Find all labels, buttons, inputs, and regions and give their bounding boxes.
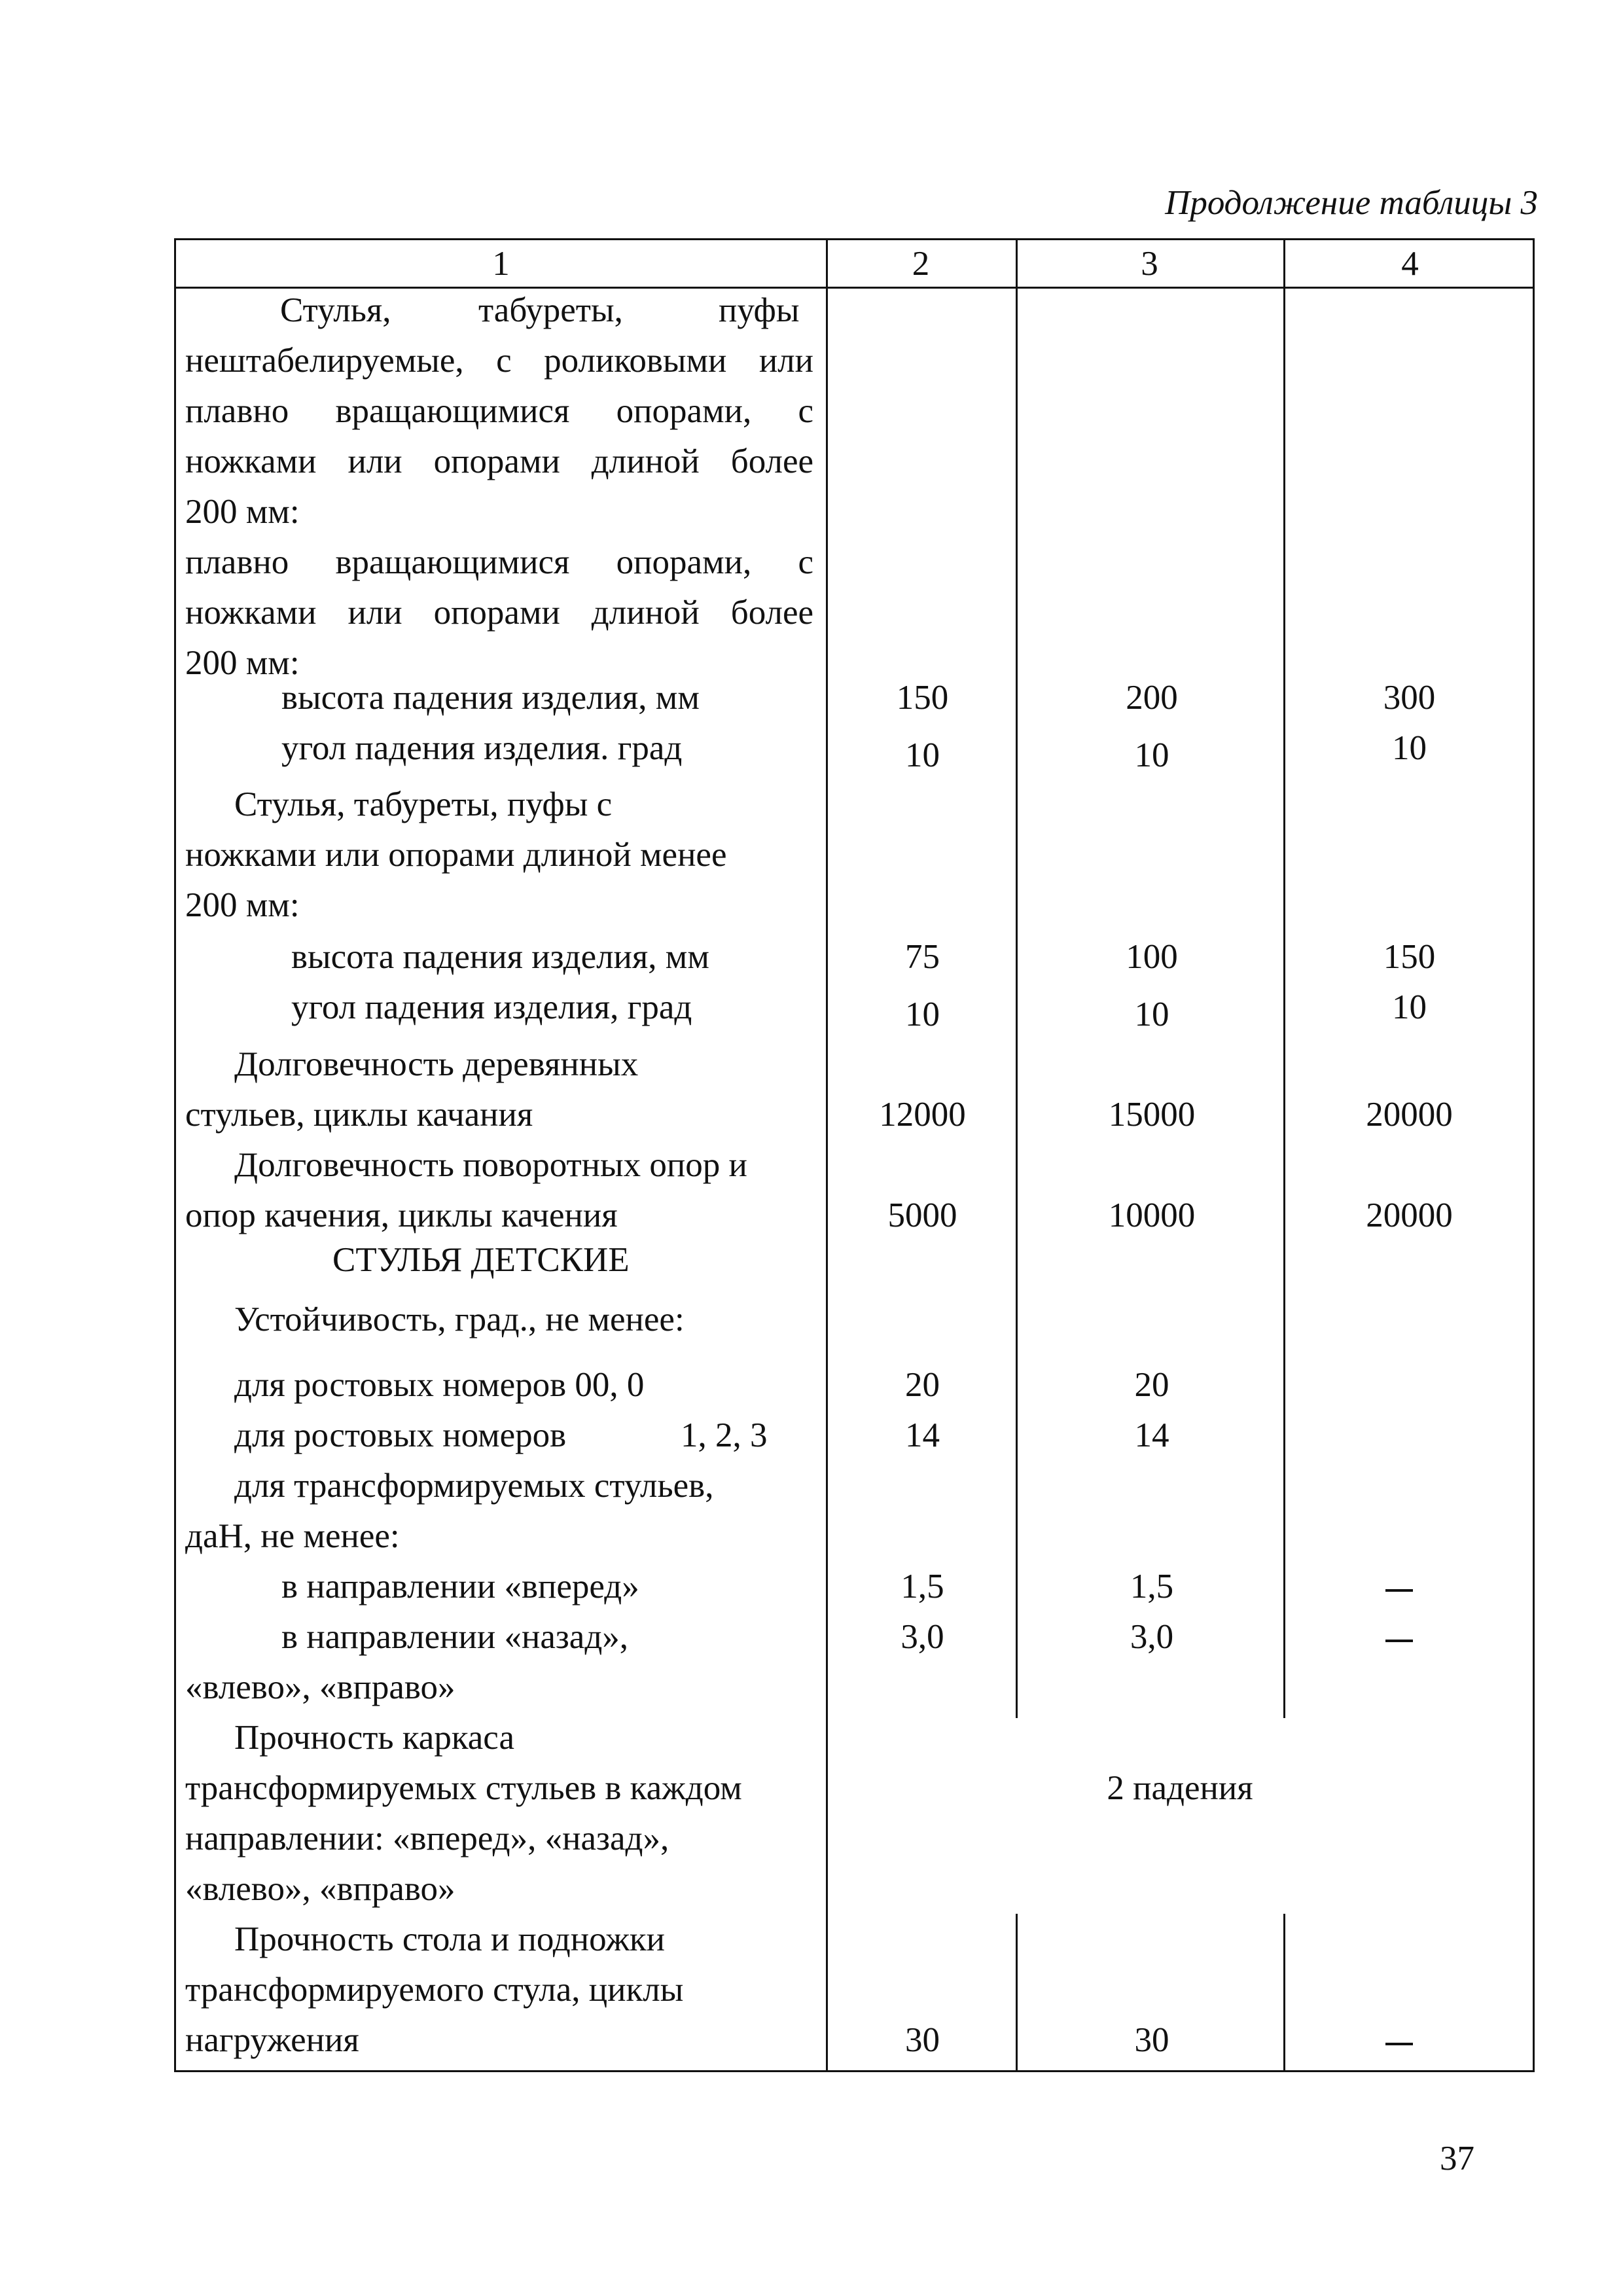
stability-transform-line-2: даН, не менее:	[185, 1517, 400, 1555]
page-number: 37	[1440, 2140, 1474, 2178]
block2-height-col3: 100	[1126, 938, 1178, 976]
frame-strength-value: 2 падения	[1107, 1769, 1253, 1807]
table-strength-line-2: трансформируемого стула, циклы	[185, 1971, 684, 2009]
durability-swivel-line-1: Долговечность поворотных опор и	[234, 1146, 747, 1184]
block2-height-col2: 75	[905, 938, 940, 976]
block1-line-3: плавно вращающимися опорами, с	[185, 392, 813, 430]
stability-back-col4-dash	[1385, 1640, 1413, 1642]
block2-line-1: Стулья, табуреты, пуфы с	[234, 785, 613, 823]
block1-line-8: 200 мм:	[185, 644, 300, 682]
stability-row1-col2: 20	[905, 1366, 940, 1404]
stability-forward-col2: 1,5	[901, 1568, 944, 1605]
block1-word-2: табуреты,	[478, 291, 623, 329]
header-divider	[176, 287, 1533, 289]
durability-wood-line-2: стульев, циклы качания	[185, 1096, 533, 1134]
durability-wood-col2: 12000	[879, 1096, 966, 1134]
block1-angle-col3: 10	[1134, 736, 1169, 774]
header-col-3: 3	[1141, 245, 1158, 283]
table-caption: Продолжение таблицы 3	[1165, 184, 1538, 222]
durability-wood-col3: 15000	[1108, 1096, 1196, 1134]
block1-height-col4: 300	[1383, 679, 1436, 717]
block1-word-1: Стулья,	[280, 291, 391, 329]
stability-back-col3: 3,0	[1130, 1618, 1174, 1656]
stability-forward-col4-dash	[1385, 1589, 1413, 1592]
block2-height-col4: 150	[1383, 938, 1436, 976]
stability-back-line-1: в направлении «назад»,	[281, 1618, 629, 1656]
stability-row1-label: для ростовых номеров 00, 0	[234, 1366, 645, 1404]
durability-swivel-col2: 5000	[887, 1196, 957, 1234]
block1-word-3: пуфы	[719, 291, 800, 329]
stability-transform-line-1: для трансформируемых стульев,	[234, 1467, 714, 1505]
stability-row2-col2: 14	[905, 1416, 940, 1454]
block1-height-label: высота падения изделия, мм	[281, 679, 700, 717]
frame-strength-line-4: «влево», «вправо»	[185, 1870, 455, 1908]
block1-height-col2: 150	[896, 679, 949, 717]
stability-title: Устойчивость, град., не менее:	[234, 1300, 685, 1338]
stability-back-col2: 3,0	[901, 1618, 944, 1656]
frame-strength-line-2: трансформируемых стульев в каждом	[185, 1769, 742, 1807]
stability-back-line-2: «влево», «вправо»	[185, 1668, 455, 1706]
durability-swivel-col4: 20000	[1366, 1196, 1453, 1234]
durability-wood-col4: 20000	[1366, 1096, 1453, 1134]
table-strength-col4-dash	[1385, 2043, 1413, 2045]
block2-angle-label: угол падения изделия, град	[291, 988, 692, 1026]
block1-angle-label: угол падения изделия. град	[281, 729, 683, 767]
header-col-2: 2	[912, 245, 930, 283]
frame-strength-line-1: Прочность каркаса	[234, 1719, 514, 1757]
stability-row1-col3: 20	[1134, 1366, 1169, 1404]
block2-line-2: ножками или опорами длиной менее	[185, 836, 727, 874]
block1-line-6: плавно вращающимися опорами, с	[185, 543, 813, 581]
stability-row2-numbers: 1, 2, 3	[681, 1416, 768, 1454]
header-col-4: 4	[1401, 245, 1419, 283]
stability-row2-col3: 14	[1134, 1416, 1169, 1454]
block1-height-col3: 200	[1126, 679, 1178, 717]
durability-swivel-col3: 10000	[1108, 1196, 1196, 1234]
block2-angle-col3: 10	[1134, 996, 1169, 1033]
durability-swivel-line-2: опор качения, циклы качения	[185, 1196, 618, 1234]
table-strength-col3: 30	[1134, 2021, 1169, 2059]
block1-angle-col4: 10	[1392, 729, 1427, 767]
table-strength-line-1: Прочность стола и подножки	[234, 1920, 666, 1958]
block2-angle-col4: 10	[1392, 988, 1427, 1026]
durability-wood-line-1: Долговечность деревянных	[234, 1045, 639, 1083]
section-title: СТУЛЬЯ ДЕТСКИЕ	[332, 1241, 630, 1279]
table-strength-line-3: нагружения	[185, 2021, 359, 2059]
header-col-1: 1	[492, 245, 510, 283]
block2-height-label: высота падения изделия, мм	[291, 938, 709, 976]
block1-line-2: нештабелируемые, с роликовыми или	[185, 342, 813, 380]
block2-line-3: 200 мм:	[185, 886, 300, 924]
block2-angle-col2: 10	[905, 996, 940, 1033]
block1-angle-col2: 10	[905, 736, 940, 774]
stability-row2-label: для ростовых номеров	[234, 1416, 567, 1454]
stability-forward-label: в направлении «вперед»	[281, 1568, 639, 1605]
stability-forward-col3: 1,5	[1130, 1568, 1174, 1605]
table-strength-col2: 30	[905, 2021, 940, 2059]
block1-line-5: 200 мм:	[185, 493, 300, 531]
block1-line-7: ножками или опорами длиной более	[185, 594, 813, 632]
block1-line-4: ножками или опорами длиной более	[185, 442, 813, 480]
frame-strength-line-3: направлении: «вперед», «назад»,	[185, 1820, 669, 1857]
